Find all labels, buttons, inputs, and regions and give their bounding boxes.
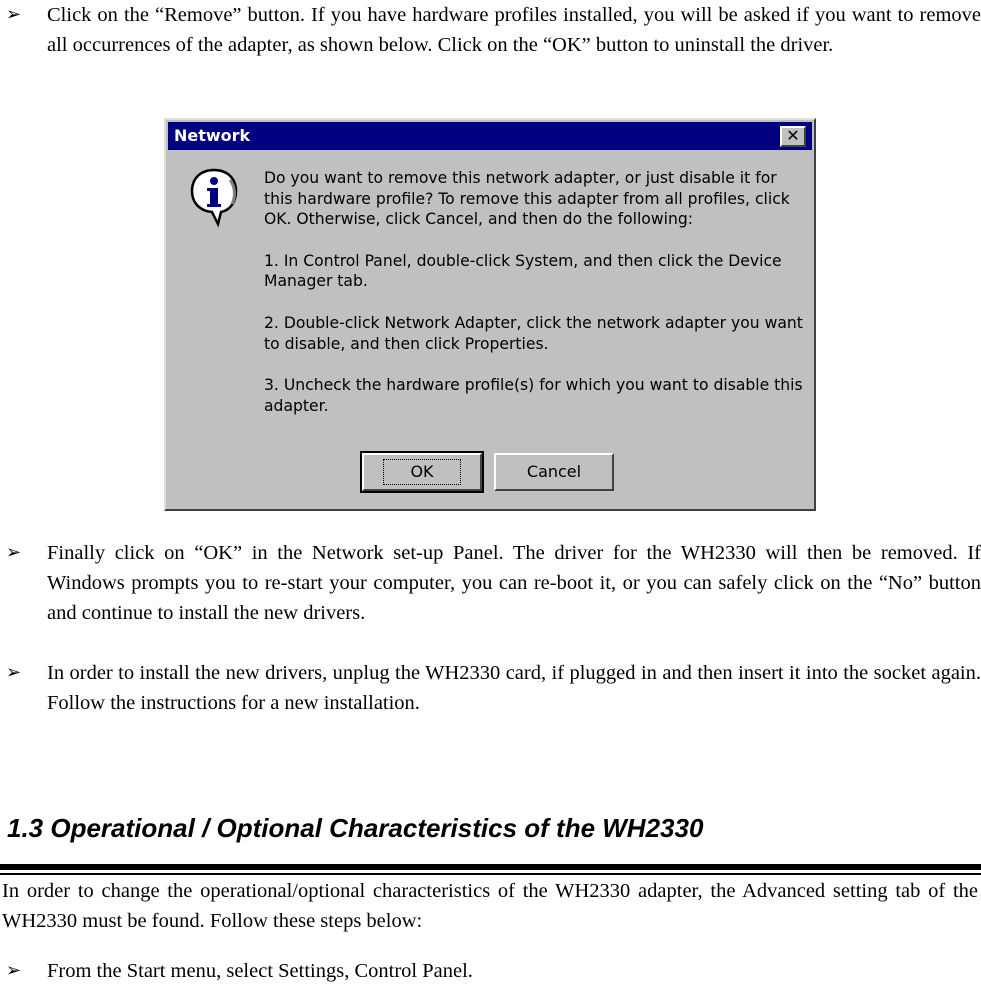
section-intro: In order to change the operational/optional characteristics of the WH2330 adapter, the Advanced setting tab of the WH2330 must be found. Follow these steps below: bbox=[2, 880, 978, 932]
dialog-message-line: 1. In Control Panel, double-click System, and then click the Device Manager tab. bbox=[264, 251, 782, 291]
close-icon: ✕ bbox=[786, 126, 800, 145]
bullet-item bbox=[0, 658, 981, 718]
dialog-message-line: Do you want to remove this network adapter, or just disable it for this hardware profile? To remove this adapter from all profiles, click OK. Otherwise, click Cancel, and then do the following: bbox=[264, 169, 790, 229]
dialog-title: Network bbox=[174, 126, 251, 145]
bullet-text: From the Start menu, select Settings, Control Panel. bbox=[47, 960, 473, 982]
section-heading: 1.3 Operational / Optional Characteristics of the WH2330 bbox=[7, 813, 704, 843]
bullet-item bbox=[0, 956, 981, 986]
arrow-bullet-icon: ➢ bbox=[6, 662, 22, 683]
close-button[interactable] bbox=[780, 126, 806, 147]
cancel-button[interactable]: Cancel bbox=[494, 453, 614, 491]
bullet-text: In order to install the new drivers, unplug the WH2330 card, if plugged in and then insert it into the socket again. Follow the instructions for a new installation. bbox=[47, 662, 981, 714]
ok-button-label: OK bbox=[383, 459, 460, 485]
ok-button[interactable] bbox=[362, 453, 482, 491]
arrow-bullet-icon: ➢ bbox=[6, 4, 22, 25]
arrow-bullet-icon: ➢ bbox=[6, 960, 22, 981]
heading-rule-thick bbox=[0, 864, 981, 870]
dialog-message-line: 3. Uncheck the hardware profile(s) for which you want to disable this adapter. bbox=[264, 376, 803, 415]
bullet-item bbox=[0, 0, 981, 60]
info-icon bbox=[188, 166, 240, 228]
bullet-item bbox=[0, 538, 981, 628]
arrow-bullet-icon: ➢ bbox=[6, 542, 22, 563]
dialog-screenshot bbox=[164, 118, 816, 511]
dialog-message bbox=[264, 168, 804, 437]
heading-rule-thin bbox=[0, 873, 981, 875]
bullet-text: Finally click on “OK” in the Network set-up Panel. The driver for the WH2330 will then be removed. If Windows prompts you to re-start your computer, you can re-boot it, or you can safely click on the “No” button and continue to install the new drivers. bbox=[47, 542, 981, 624]
bullet-text: Click on the “Remove” button. If you have hardware profiles installed, you will be asked if you want to remove all occurrences of the adapter, as shown below. Click on the “OK” button to uninstall the driver. bbox=[47, 4, 981, 56]
dialog-titlebar bbox=[168, 122, 812, 150]
dialog-message-line: 2. Double-click Network Adapter, click the network adapter you want to disable, and then click Properties. bbox=[264, 313, 803, 353]
